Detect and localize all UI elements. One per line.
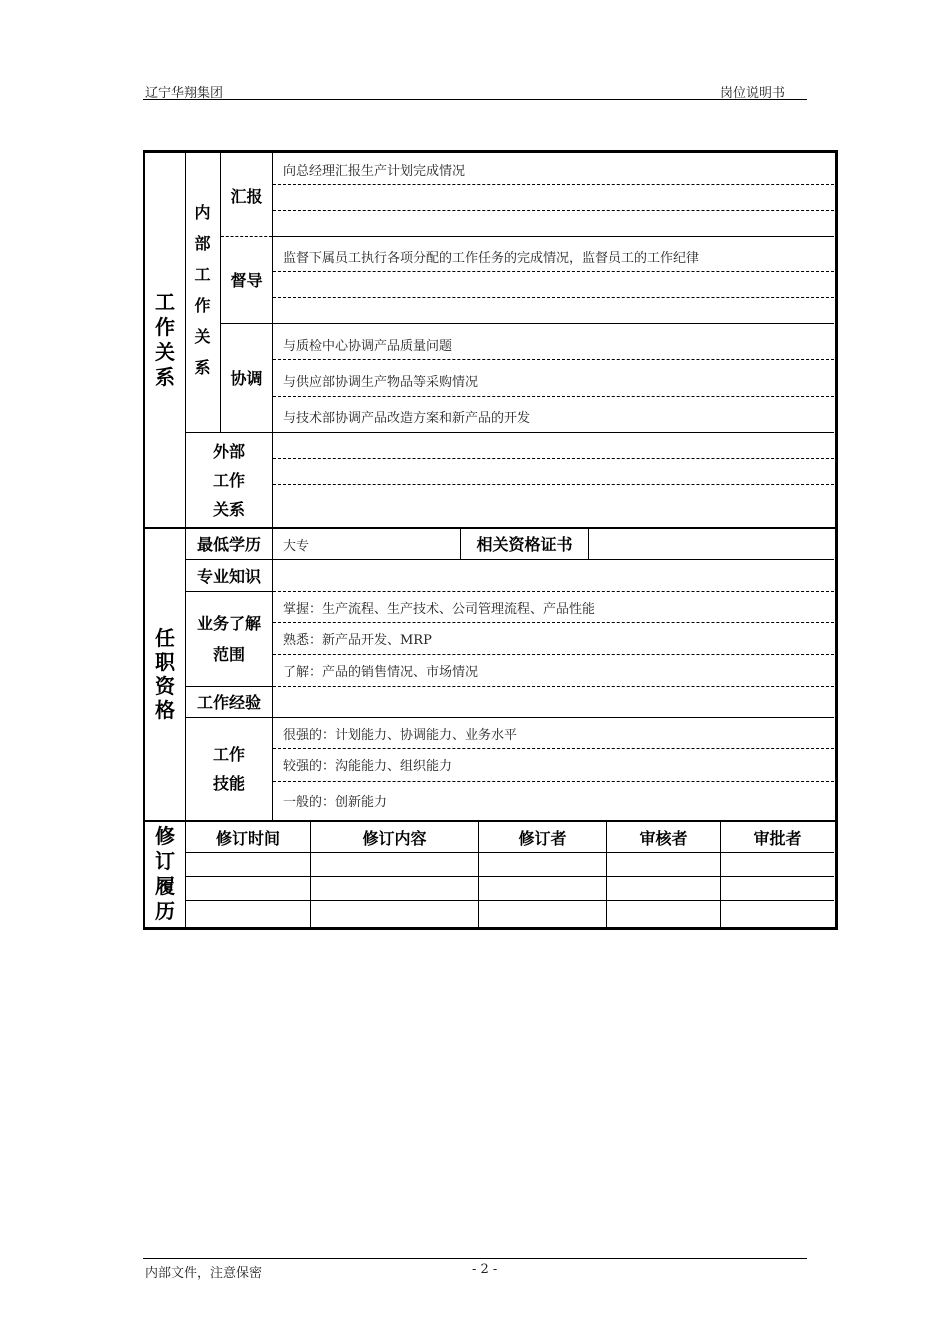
revision-col-content: 修订内容 bbox=[362, 828, 427, 848]
knowledge-label: 专业知识 bbox=[196, 566, 261, 586]
business-scope-label: 业务了解 范围 bbox=[196, 613, 261, 664]
min-education-value: 大专 bbox=[283, 539, 310, 554]
row-rule bbox=[186, 717, 834, 718]
coordinate-line-1: 与质检中心协调产品质量问题 bbox=[283, 339, 453, 354]
revision-section-label: 修 订 履 历 bbox=[155, 824, 175, 923]
revision-col-approver: 审批者 bbox=[753, 828, 802, 848]
dashed-rule bbox=[273, 622, 834, 623]
coordinate-label: 协调 bbox=[230, 369, 263, 388]
work-relations-section-label: 工 作 关 系 bbox=[155, 289, 175, 389]
dashed-rule bbox=[273, 271, 834, 272]
min-education-label: 最低学历 bbox=[196, 535, 261, 554]
header-rule bbox=[143, 99, 807, 100]
supervise-label: 督导 bbox=[230, 271, 263, 290]
business-scope-line-3: 了解：产品的销售情况、市场情况 bbox=[283, 665, 479, 680]
coordinate-line-2: 与供应部协调生产物品等采购情况 bbox=[283, 375, 479, 390]
row-rule bbox=[185, 432, 834, 433]
skills-line-3: 一般的：创新能力 bbox=[283, 795, 388, 810]
table-row-rule bbox=[186, 876, 834, 877]
footer-rule bbox=[143, 1258, 807, 1259]
internal-relations-label: 内 部 工 作 关 系 bbox=[194, 203, 211, 377]
dashed-rule bbox=[273, 781, 834, 782]
dashed-rule bbox=[273, 484, 834, 485]
business-scope-line-2: 熟悉：新产品开发、MRP bbox=[283, 633, 432, 648]
certificate-label: 相关资格证书 bbox=[476, 535, 573, 554]
dashed-rule bbox=[273, 591, 834, 592]
dashed-rule bbox=[273, 359, 834, 360]
skills-line-2: 较强的：沟能能力、组织能力 bbox=[283, 759, 453, 774]
page-number: - 2 - bbox=[472, 1262, 498, 1277]
divider bbox=[272, 528, 273, 820]
experience-label: 工作经验 bbox=[196, 693, 261, 712]
skills-line-1: 很强的：计划能力、协调能力、业务水平 bbox=[283, 728, 518, 743]
dashed-rule bbox=[273, 458, 834, 459]
dashed-rule bbox=[273, 297, 834, 298]
divider bbox=[272, 152, 273, 527]
divider bbox=[588, 528, 589, 559]
external-relations-label: 外部 工作 关系 bbox=[212, 442, 245, 519]
row-rule bbox=[186, 591, 273, 592]
table-row-rule bbox=[186, 852, 834, 853]
row-rule bbox=[273, 236, 834, 237]
report-label: 汇报 bbox=[230, 187, 263, 206]
document-title: 岗位说明书 bbox=[720, 86, 786, 101]
supervise-line: 监督下属员工执行各项分配的工作任务的完成情况，监督员工的工作纪律 bbox=[283, 251, 700, 266]
revision-col-reviser: 修订者 bbox=[518, 828, 567, 848]
dashed-rule bbox=[273, 748, 834, 749]
company-name: 辽宁华翔集团 bbox=[145, 86, 224, 101]
skills-label: 工作 技能 bbox=[212, 744, 245, 793]
dashed-rule bbox=[273, 210, 834, 211]
dashed-rule bbox=[273, 184, 834, 185]
revision-col-date: 修订时间 bbox=[215, 828, 280, 848]
business-scope-line-1: 掌握：生产流程、生产技术、公司管理流程、产品性能 bbox=[283, 602, 596, 617]
revision-col-reviewer: 审核者 bbox=[639, 828, 688, 848]
report-line: 向总经理汇报生产计划完成情况 bbox=[283, 164, 466, 179]
row-rule bbox=[186, 559, 834, 560]
qualifications-section-label: 任 职 资 格 bbox=[155, 626, 175, 722]
dashed-rule bbox=[273, 654, 834, 655]
dashed-rule bbox=[273, 686, 834, 687]
coordinate-line-3: 与技术部协调产品改造方案和新产品的开发 bbox=[283, 411, 531, 426]
confidential-note: 内部文件，注意保密 bbox=[145, 1266, 263, 1281]
dashed-rule bbox=[273, 396, 834, 397]
row-rule bbox=[221, 323, 834, 324]
table-row-rule bbox=[186, 900, 834, 901]
